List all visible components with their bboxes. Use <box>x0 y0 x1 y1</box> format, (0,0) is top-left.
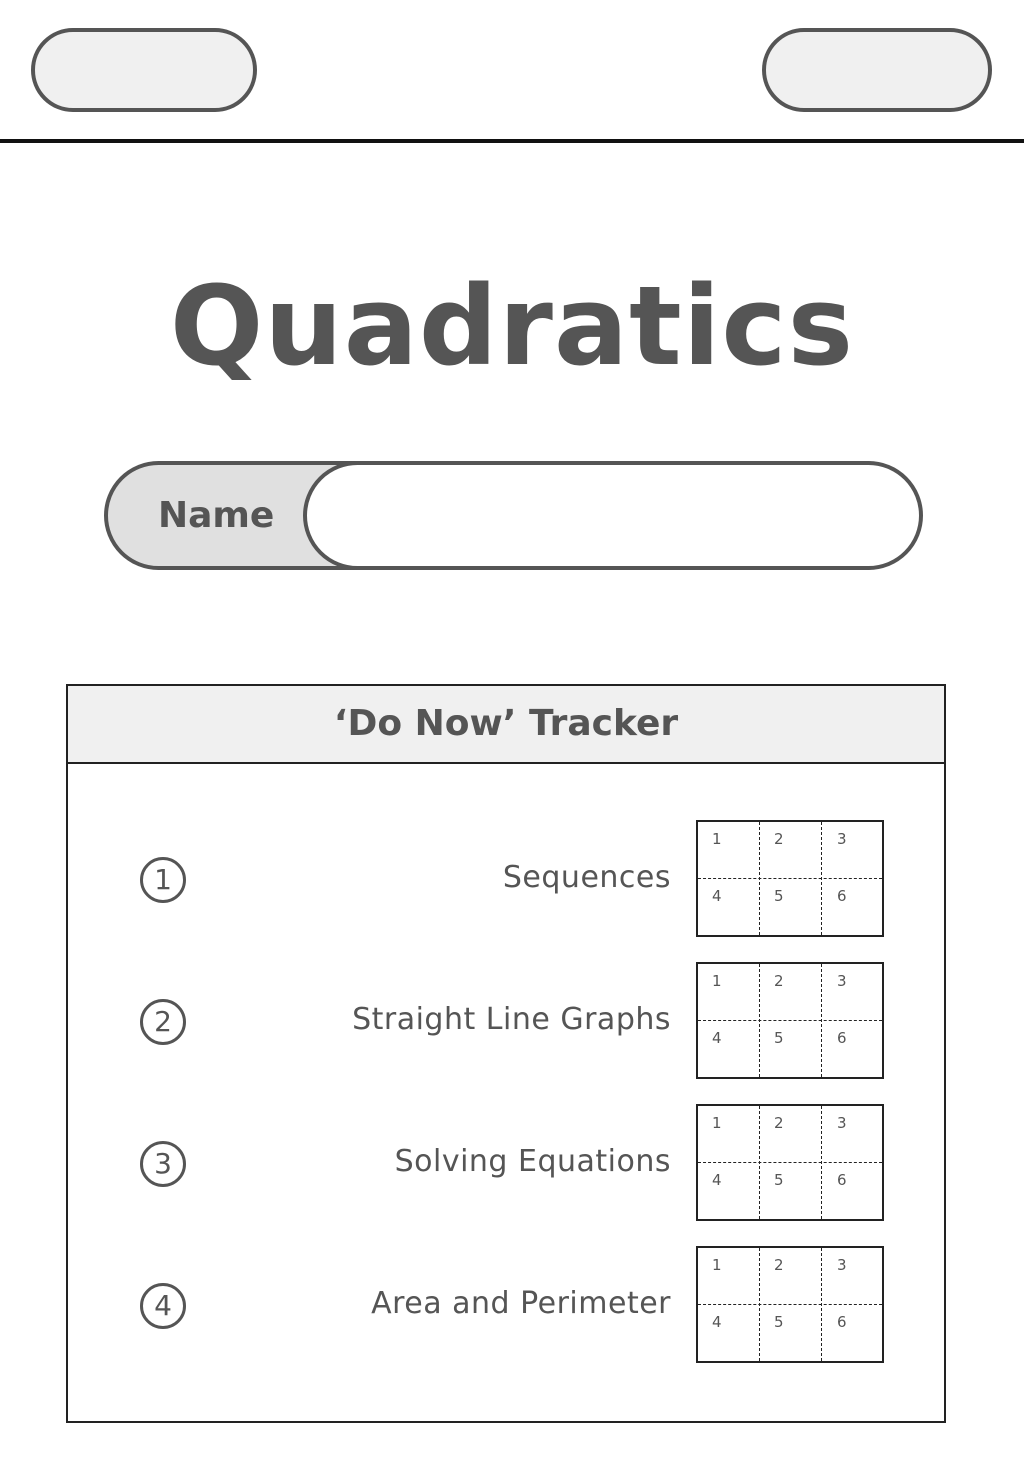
grid-cell-number[interactable]: 5 <box>774 887 784 905</box>
grid-cell-number[interactable]: 2 <box>774 830 784 848</box>
tracker-row <box>68 962 944 1080</box>
header-divider <box>0 139 1024 143</box>
grid-divider-horizontal <box>698 1020 882 1021</box>
header-pill-right <box>762 28 992 112</box>
grid-cell-number[interactable]: 5 <box>774 1171 784 1189</box>
grid-cell-number[interactable]: 3 <box>837 830 847 848</box>
grid-cell-number[interactable]: 4 <box>712 1313 722 1331</box>
grid-cell-number[interactable]: 6 <box>837 887 847 905</box>
do-now-tracker <box>66 684 946 1423</box>
score-grid <box>696 820 884 937</box>
grid-cell-number[interactable]: 6 <box>837 1171 847 1189</box>
grid-cell-number[interactable]: 6 <box>837 1313 847 1331</box>
grid-cell-number[interactable]: 3 <box>837 972 847 990</box>
grid-divider-horizontal <box>698 878 882 879</box>
header-pill-left <box>31 28 257 112</box>
grid-cell-number[interactable]: 5 <box>774 1313 784 1331</box>
score-grid <box>696 1104 884 1221</box>
grid-cell-number[interactable]: 3 <box>837 1256 847 1274</box>
grid-cell-number[interactable]: 4 <box>712 1029 722 1047</box>
name-box <box>104 461 919 570</box>
tracker-row <box>68 820 944 938</box>
tracker-row <box>68 1246 944 1364</box>
topic-label: Solving Equations <box>394 1144 671 1179</box>
grid-divider-horizontal <box>698 1162 882 1163</box>
row-number-badge: 4 <box>140 1283 186 1329</box>
topic-label: Straight Line Graphs <box>352 1002 671 1037</box>
tracker-row <box>68 1104 944 1222</box>
name-label: Name <box>158 495 275 536</box>
row-number-badge: 3 <box>140 1141 186 1187</box>
page-title: Quadratics <box>169 262 855 390</box>
grid-cell-number[interactable]: 1 <box>712 1114 722 1132</box>
score-grid <box>696 962 884 1079</box>
grid-cell-number[interactable]: 5 <box>774 1029 784 1047</box>
grid-cell-number[interactable]: 1 <box>712 972 722 990</box>
grid-cell-number[interactable]: 4 <box>712 887 722 905</box>
name-field[interactable] <box>303 461 923 570</box>
score-grid <box>696 1246 884 1363</box>
topic-label: Sequences <box>502 860 671 895</box>
grid-divider-horizontal <box>698 1304 882 1305</box>
grid-cell-number[interactable]: 2 <box>774 1114 784 1132</box>
topic-label: Area and Perimeter <box>371 1286 671 1321</box>
grid-cell-number[interactable]: 2 <box>774 972 784 990</box>
grid-cell-number[interactable]: 4 <box>712 1171 722 1189</box>
grid-cell-number[interactable]: 1 <box>712 830 722 848</box>
tracker-heading: ‘Do Now’ Tracker <box>68 686 944 764</box>
grid-cell-number[interactable]: 6 <box>837 1029 847 1047</box>
grid-cell-number[interactable]: 1 <box>712 1256 722 1274</box>
row-number-badge: 2 <box>140 999 186 1045</box>
grid-cell-number[interactable]: 3 <box>837 1114 847 1132</box>
grid-cell-number[interactable]: 2 <box>774 1256 784 1274</box>
row-number-badge: 1 <box>140 857 186 903</box>
